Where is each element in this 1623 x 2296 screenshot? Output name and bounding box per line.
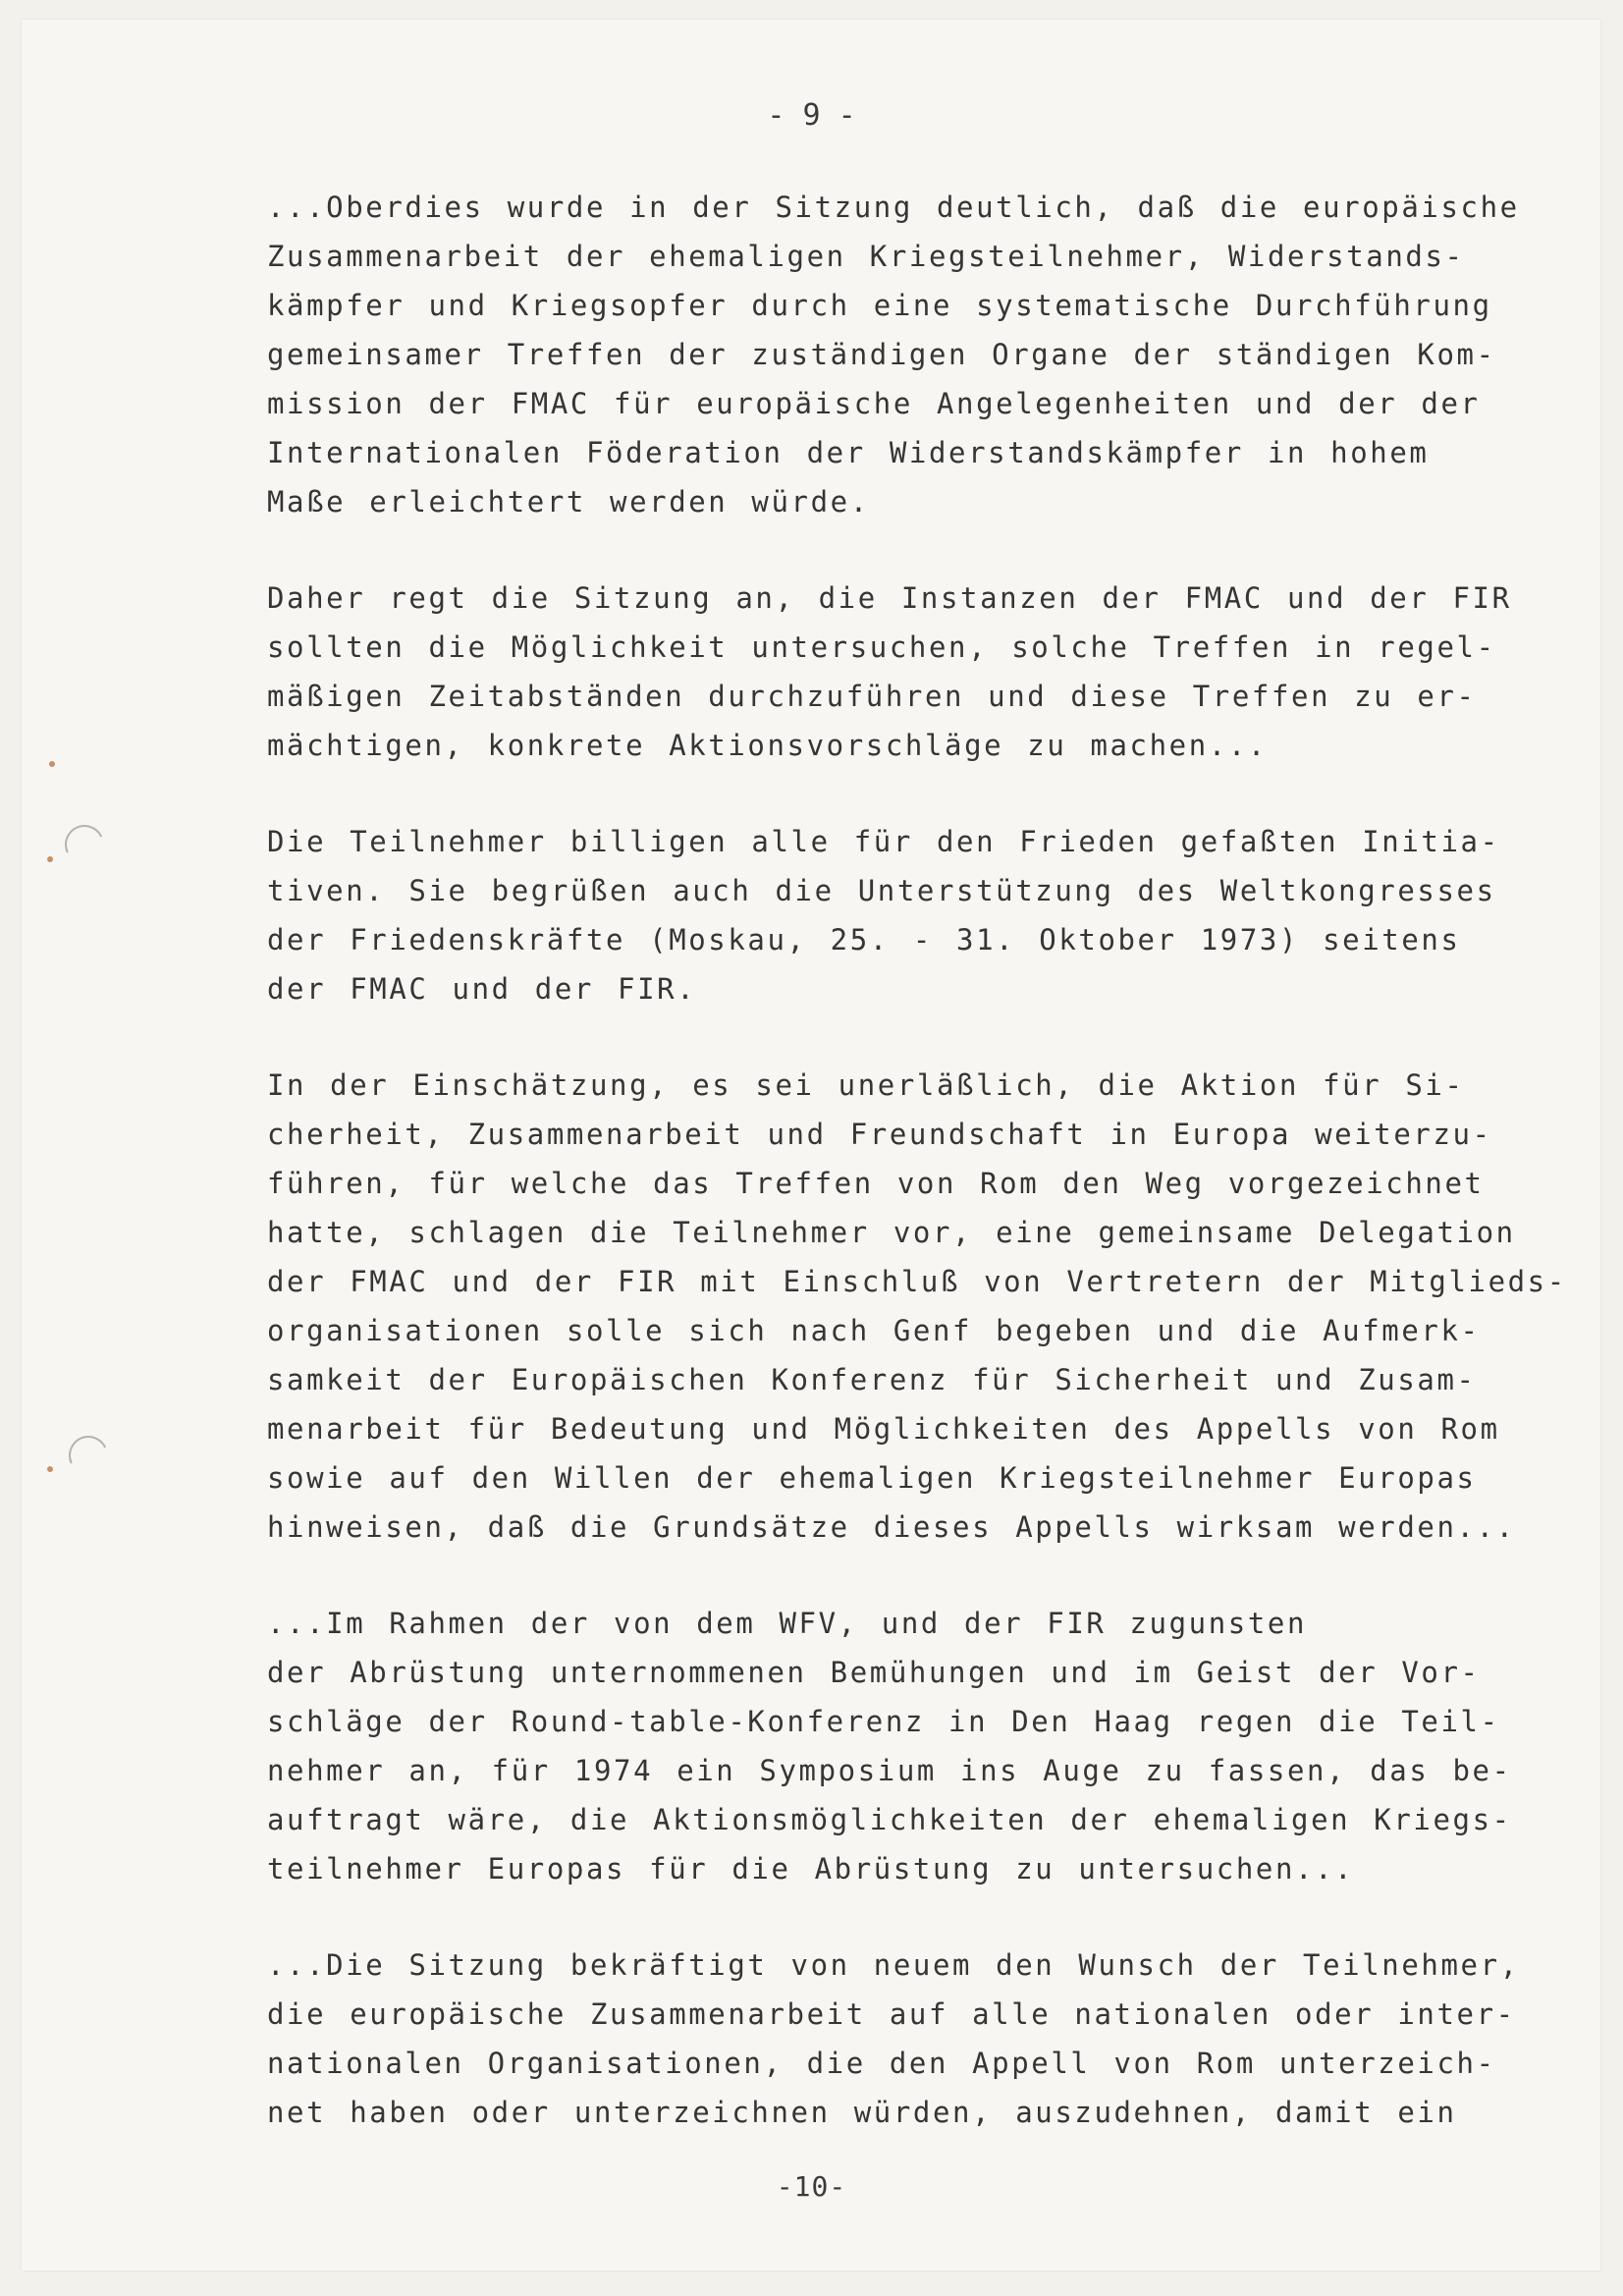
text-line: ...Im Rahmen der von dem WFV, und der FIR zugunsten <box>267 1607 1308 1640</box>
paragraph-2 <box>267 574 1534 770</box>
text-line: organisationen solle sich nach Genf begeben und die Aufmerk- <box>267 1314 1481 1347</box>
text-line: mission der FMAC für europäische Angelegenheiten und der der <box>267 387 1481 420</box>
text-line: auftragt wäre, die Aktionsmöglichkeiten der ehemaligen Kriegs- <box>267 1803 1512 1836</box>
text-line: mäßigen Zeitabständen durchzuführen und diese Treffen zu er- <box>267 680 1477 713</box>
paragraph-4 <box>267 1061 1567 1552</box>
text-line: Internationalen Föderation der Widerstandskämpfer in hohem <box>267 436 1430 469</box>
page-number-bottom: -10- <box>776 2170 847 2203</box>
text-line: kämpfer und Kriegsopfer durch eine systematische Durchführung <box>267 289 1492 322</box>
margin-mark <box>47 1466 53 1472</box>
margin-mark <box>49 761 55 767</box>
text-line: der FMAC und der FIR mit Einschluß von Vertretern der Mitglieds- <box>267 1265 1567 1298</box>
text-line: Maße erleichtert werden würde. <box>267 485 870 519</box>
text-line: net haben oder unterzeichnen würden, auszudehnen, damit ein <box>267 2096 1457 2129</box>
text-line: der Friedenskräfte (Moskau, 25. - 31. Oktober 1973) seitens <box>267 923 1461 957</box>
text-line: führen, für welche das Treffen von Rom den Weg vorgezeichnet <box>267 1167 1485 1200</box>
text-line: cherheit, Zusammenarbeit und Freundschaft in Europa weiterzu- <box>267 1118 1492 1151</box>
text-line: Daher regt die Sitzung an, die Instanzen der FMAC und der FIR <box>267 581 1512 615</box>
text-line: sowie auf den Willen der ehemaligen Kriegsteilnehmer Europas <box>267 1461 1477 1495</box>
text-line: mächtigen, konkrete Aktionsvorschläge zu machen... <box>267 729 1268 762</box>
text-line: die europäische Zusammenarbeit auf alle nationalen oder inter- <box>267 1997 1516 2031</box>
text-line: Die Teilnehmer billigen alle für den Frieden gefaßten Initia- <box>267 825 1500 858</box>
text-line: gemeinsamer Treffen der zuständigen Organe der ständigen Kom- <box>267 338 1496 371</box>
text-line: ...Die Sitzung bekräftigt von neuem den Wunsch der Teilnehmer, <box>267 1948 1520 1982</box>
text-line: teilnehmer Europas für die Abrüstung zu untersuchen... <box>267 1852 1355 1886</box>
text-line: schläge der Round-table-Konferenz in Den Haag regen die Teil- <box>267 1705 1500 1738</box>
margin-mark <box>47 856 53 862</box>
text-line: ...Oberdies wurde in der Sitzung deutlich, daß die europäische <box>267 191 1520 224</box>
page-number-top: - 9 - <box>767 98 856 133</box>
text-line: tiven. Sie begrüßen auch die Unterstützung des Weltkongresses <box>267 874 1496 907</box>
text-line: nationalen Organisationen, die den Appell von Rom unterzeich- <box>267 2047 1496 2080</box>
paragraph-6 <box>267 1941 1534 2137</box>
text-line: der FMAC und der FIR. <box>267 972 697 1006</box>
text-line: sollten die Möglichkeit untersuchen, solche Treffen in regel- <box>267 630 1496 664</box>
text-line: der Abrüstung unternommenen Bemühungen und im Geist der Vor- <box>267 1656 1481 1689</box>
text-line: hinweisen, daß die Grundsätze dieses Appells wirksam werden... <box>267 1510 1516 1544</box>
paragraph-1 <box>267 183 1534 526</box>
text-line: samkeit der Europäischen Konferenz für Sicherheit und Zusam- <box>267 1363 1477 1396</box>
text-line: hatte, schlagen die Teilnehmer vor, eine gemeinsame Delegation <box>267 1216 1516 1249</box>
paragraph-3 <box>267 817 1534 1013</box>
text-line: nehmer an, für 1974 ein Symposium ins Auge zu fassen, das be- <box>267 1754 1512 1787</box>
document-body <box>267 183 1567 2184</box>
text-line: In der Einschätzung, es sei unerläßlich, die Aktion für Si- <box>267 1068 1465 1102</box>
text-line: Zusammenarbeit der ehemaligen Kriegsteilnehmer, Widerstands- <box>267 240 1465 273</box>
paragraph-5 <box>267 1599 1534 1893</box>
text-line: menarbeit für Bedeutung und Möglichkeiten des Appells von Rom <box>267 1412 1500 1446</box>
